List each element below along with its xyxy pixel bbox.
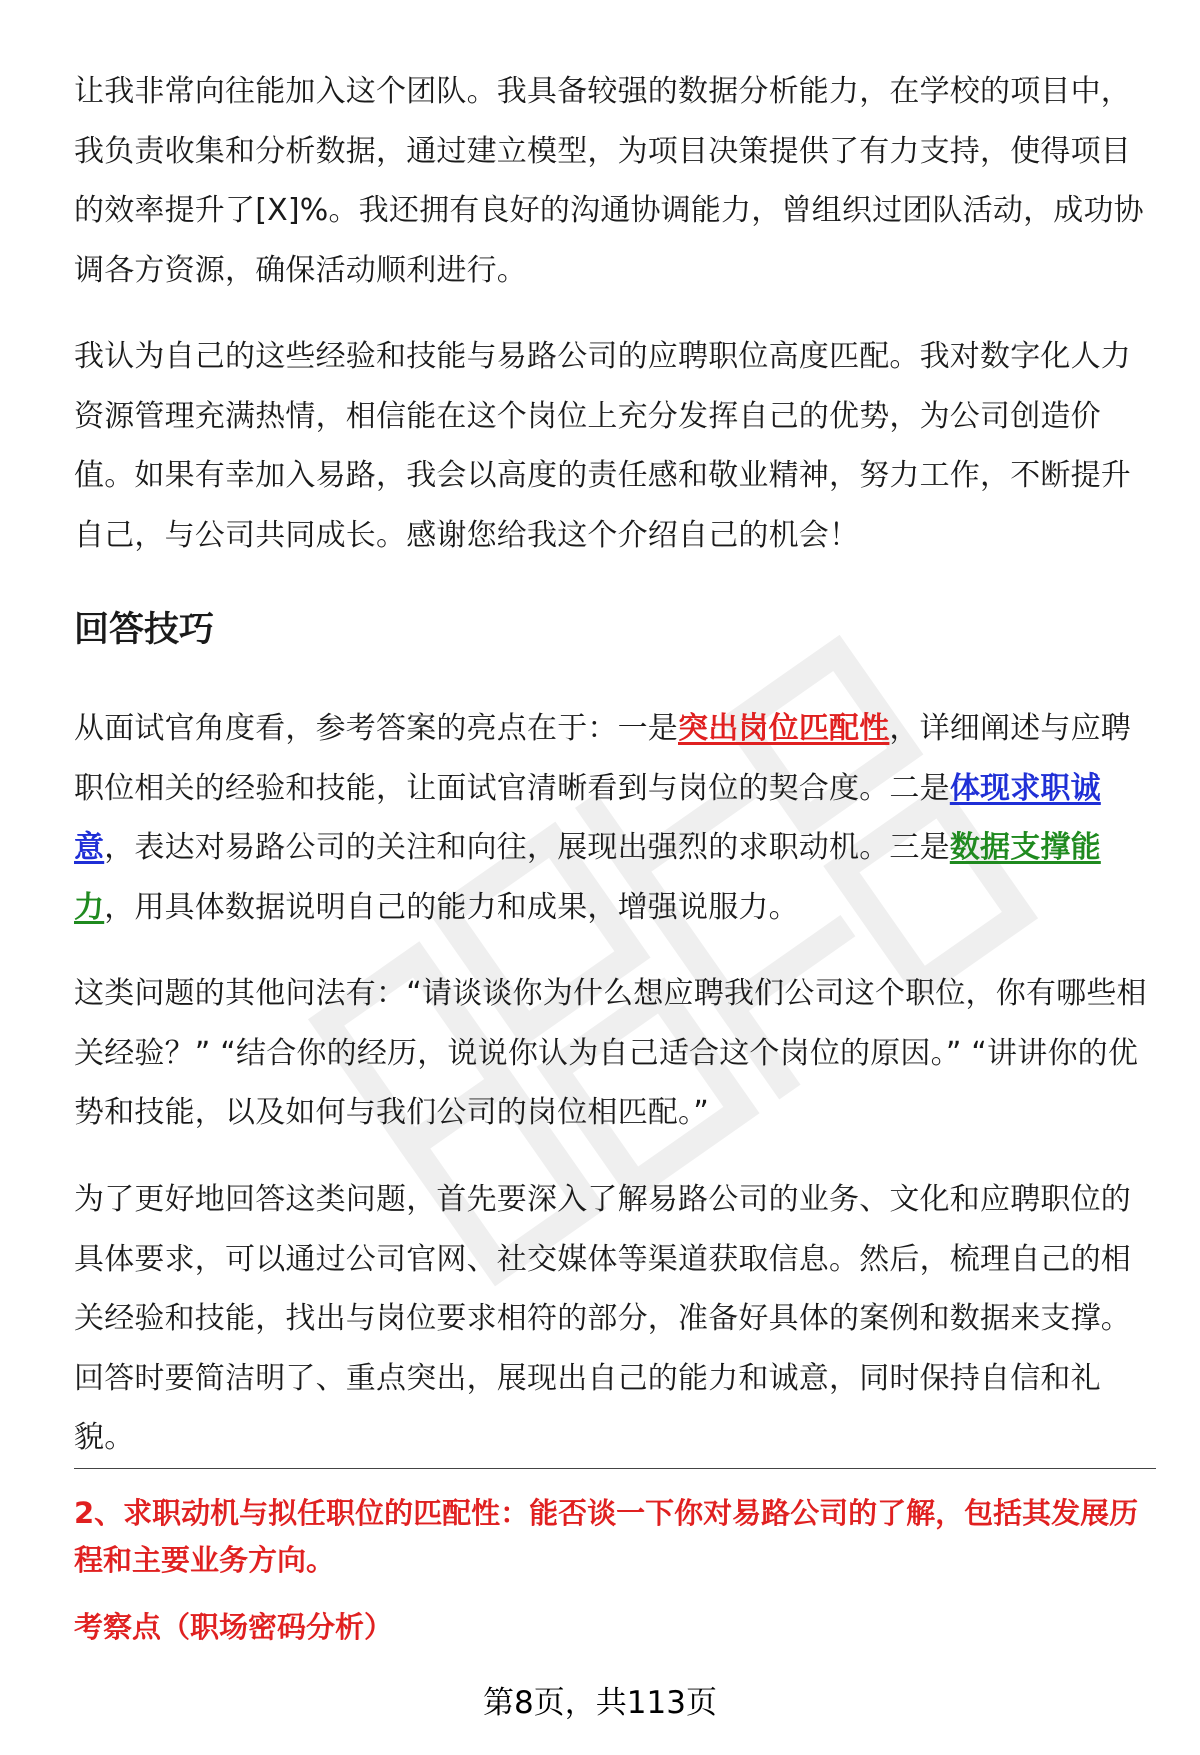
- page-number-footer: 第8页，共113页: [483, 1685, 717, 1721]
- tips-text-segment: ，用具体数据说明自己的能力和成果，增强说服力。: [104, 889, 799, 925]
- answer-paragraph-1: 让我非常向往能加入这个团队。我具备较强的数据分析能力，在学校的项目中，我负责收集和分析数据，通过建立模型，为项目决策提供了有力支持，使得项目的效率提升了[X]%。我还拥有良好的沟通协调能力，曾组织过团队活动，成功协调各方资源，确保活动顺利进行。: [74, 74, 1144, 288]
- tips-paragraph-advice: 为了更好地回答这类问题，首先要深入了解易路公司的业务、文化和应聘职位的具体要求，可以通过公司官网、社交媒体等渠道获取信息。然后，梳理自己的相关经验和技能，找出与岗位要求相符的部分，准备好具体的案例和数据来支撑。回答时要简洁明了、重点突出，展现出自己的能力和诚意，同时保持自信和礼貌。: [74, 1182, 1131, 1455]
- section-divider: [74, 1468, 1156, 1469]
- question-title: 2、求职动机与拟任职位的匹配性：能否谈一下你对易路公司的了解，包括其发展历程和主要业务方向。: [74, 1496, 1139, 1577]
- section-heading-tips: 回答技巧: [74, 610, 215, 650]
- highlight-data-support: 数据支撑能力: [74, 830, 1101, 925]
- highlight-job-sincerity: 体现求职诚意: [74, 770, 1101, 865]
- tips-text-segment: 从面试官角度看，参考答案的亮点在于：一是: [74, 711, 678, 746]
- tips-text-segment: ，表达对易路公司的关注和向往，展现出强烈的求职动机。三是: [104, 830, 950, 865]
- question-subheading: 考察点（职场密码分析）: [74, 1610, 394, 1644]
- tips-paragraph-alternatives: 这类问题的其他问法有：“请谈谈你为什么想应聘我们公司这个职位，你有哪些相关经验？” “结合你的经历，说说你认为自己适合这个岗位的原因。” “讲讲你的优势和技能，以及如何与我们公司的岗位相匹配。”: [74, 976, 1147, 1130]
- answer-paragraph-2: 我认为自己的这些经验和技能与易路公司的应聘职位高度匹配。我对数字化人力资源管理充满热情，相信能在这个岗位上充分发挥自己的优势，为公司创造价值。如果有幸加入易路，我会以高度的责任感和敬业精神，努力工作，不断提升自己，与公司共同成长。感谢您给我这个介绍自己的机会！: [74, 339, 1131, 553]
- highlight-position-match: 突出岗位匹配性: [678, 711, 890, 746]
- tips-paragraph-highlights: [74, 699, 1154, 937]
- tips-text-segment: ，详细阐述与应聘职位相关的经验和技能，让面试官清晰看到与岗位的契合度。二是: [74, 711, 1132, 806]
